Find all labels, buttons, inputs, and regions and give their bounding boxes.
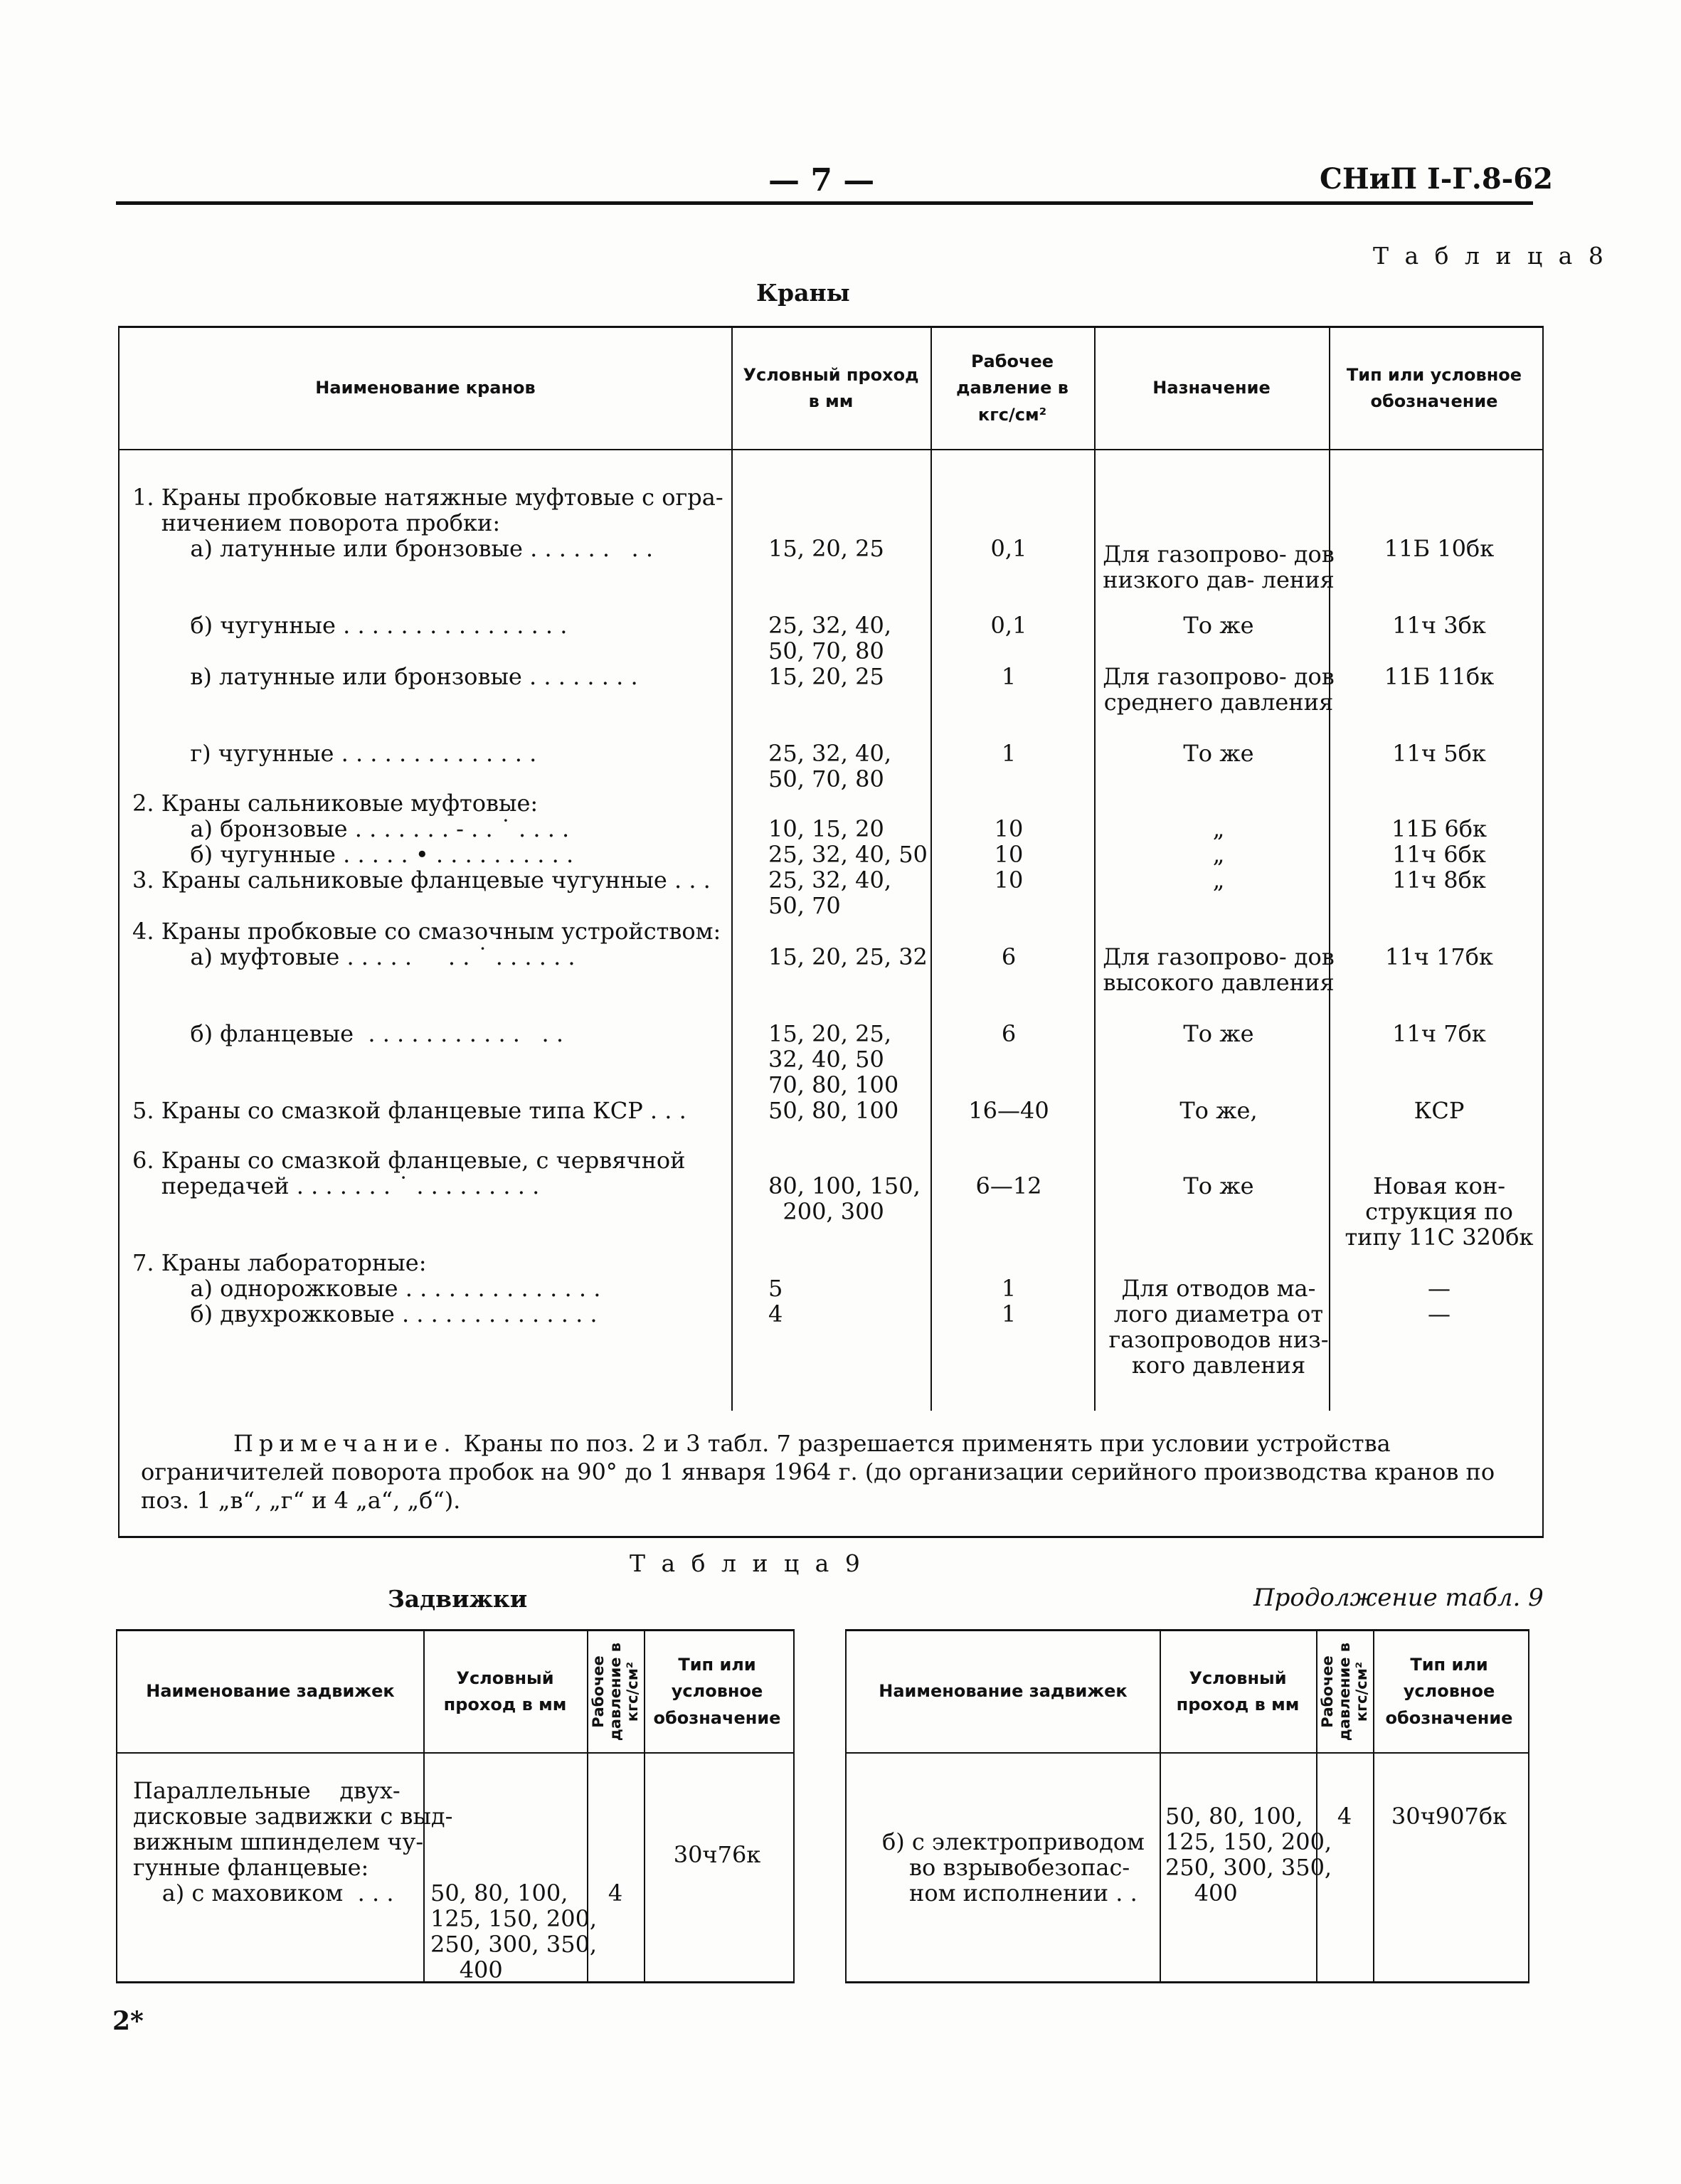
t8-row-name: б) фланцевые . . . . . . . . . . . . . <box>132 1020 563 1047</box>
t8-row-name: 2. Краны сальниковые муфтовые: <box>132 790 539 817</box>
t8-row-name: а) латунные или бронзовые . . . . . . . . <box>132 535 654 562</box>
t8-row-type: — <box>1428 1275 1451 1302</box>
t9l-name-line: вижным шпинделем чу- <box>133 1828 424 1855</box>
t8-row-purpose: То же <box>1183 740 1254 767</box>
t8-header-dn: Условный проход в мм <box>743 364 919 411</box>
t8-row-name: а) однорожковые . . . . . . . . . . . . . . <box>132 1275 601 1302</box>
t8-col-divider <box>731 450 733 1411</box>
t8-header-type: Тип или условное обозначение <box>1346 364 1522 411</box>
t9r-dn: 50, 80, 100, 125, 150, 200, 250, 300, 350, 400 <box>1165 1803 1332 1907</box>
t8-row-purpose: Для газопрово- дов среднего давления <box>1103 663 1335 716</box>
document-code: СНиП I-Г.8-62 <box>1320 162 1553 196</box>
t8-row-name: а) бронзовые . . . . . . . - . . ˙ . . . . <box>132 815 570 842</box>
t8-row-type: 11ч 17бк <box>1384 943 1494 970</box>
t8-col-divider <box>1094 450 1096 1411</box>
t8-row-purpose: То же <box>1183 1020 1254 1047</box>
t8-row-type: 11Б 10бк <box>1384 535 1495 562</box>
t8-row-pressure: 1 <box>1001 740 1017 767</box>
t9l-col-divider <box>644 1754 645 1981</box>
t8-row-type: 11Б 11бк <box>1384 663 1495 690</box>
t9l-head-divider <box>644 1631 645 1752</box>
t8-row-dn: 15, 20, 25, 32, 40, 50 70, 80, 100 <box>768 1020 899 1098</box>
t8-row-name: б) чугунные . . . . . • . . . . . . . . . . <box>132 841 574 868</box>
t8-row-pressure: 6 <box>1001 1020 1017 1047</box>
t9l-header-type: Тип или условное обозначение <box>653 1655 781 1728</box>
t8-row-type: 11ч 5бк <box>1392 740 1486 767</box>
t9l-name-line: Параллельные двух- <box>133 1777 401 1804</box>
t8-row-dn: 80, 100, 150, 200, 300 <box>768 1172 921 1225</box>
t8-row-pressure: 1 <box>1001 1300 1017 1327</box>
t8-row-name: передачей . . . . . . . ˙ . . . . . . . . . <box>132 1172 540 1199</box>
t9r-name-line: ном исполнении . . <box>909 1880 1138 1907</box>
t8-row-purpose: „ <box>1212 866 1225 894</box>
t8-row-pressure: 0,1 <box>990 612 1027 639</box>
t8-row-dn: 15, 20, 25 <box>768 535 884 562</box>
t9l-name-line: а) с маховиком . . . <box>133 1880 394 1907</box>
t9l-name-line: гунные фланцевые: <box>133 1854 369 1881</box>
t8-row-type: 11Б 6бк <box>1391 815 1488 842</box>
t8-row-dn: 4 <box>768 1300 783 1327</box>
table9-right <box>845 1629 1529 1983</box>
t8-row-type: 11ч 3бк <box>1392 612 1486 639</box>
t8-header-pressure: Рабочее давление в кгс/см² <box>956 351 1068 425</box>
t8-row-name: в) латунные или бронзовые . . . . . . . . <box>132 663 638 690</box>
t8-row-name: 7. Краны лабораторные: <box>132 1249 427 1276</box>
t8-row-name: а) муфтовые . . . . . . . ˙ . . . . . . <box>132 943 576 970</box>
t9r-pressure: 4 <box>1337 1803 1352 1830</box>
t8-row-dn: 25, 32, 40, 50 <box>768 841 928 868</box>
t8-row-purpose: Для отводов ма- лого диаметра от газопроводов низ- кого давления <box>1108 1275 1329 1379</box>
t8-row-purpose: „ <box>1212 841 1225 868</box>
t8-row-purpose: Для газопрово- дов высокого давления <box>1103 943 1335 996</box>
t8-row-pressure: 10 <box>994 815 1024 842</box>
t8-row-pressure: 6—12 <box>975 1172 1042 1199</box>
table9-right-body <box>847 1754 1528 1981</box>
t8-row-dn: 10, 15, 20 <box>768 815 884 842</box>
t8-row-name: б) двухрожковые . . . . . . . . . . . . . . <box>132 1300 598 1327</box>
t8-row-name: б) чугунные . . . . . . . . . . . . . . . . <box>132 612 568 639</box>
t8-row-dn: 50, 80, 100 <box>768 1097 899 1124</box>
t8-header-purpose: Назначение <box>1152 378 1271 398</box>
t8-row-pressure: 16—40 <box>968 1097 1049 1124</box>
t8-row-type: 11ч 6бк <box>1392 841 1486 868</box>
t8-head-divider <box>1329 328 1330 449</box>
t8-row-pressure: 6 <box>1001 943 1017 970</box>
t9l-type: 30ч76к <box>673 1841 761 1868</box>
t9r-header-name: Наименование задвижек <box>879 1681 1128 1702</box>
t9l-dn: 50, 80, 100, 125, 150, 200, 250, 300, 350, 400 <box>430 1880 598 1983</box>
t8-row-purpose: То же <box>1183 1172 1254 1199</box>
t8-row-name: ничением поворота пробки: <box>132 509 501 536</box>
t8-row-dn: 25, 32, 40, 50, 70, 80 <box>768 612 892 664</box>
t8-row-purpose: То же <box>1183 612 1254 639</box>
table8-note <box>120 1411 1542 1536</box>
t9r-header-pressure <box>1316 1631 1373 1752</box>
table8-title: Краны <box>756 279 850 307</box>
t9r-header-dn: Условный проход в мм <box>1176 1668 1300 1714</box>
t8-row-name: 4. Краны пробковые со смазочным устройством: <box>132 918 721 945</box>
t9r-col-divider <box>1373 1754 1374 1981</box>
t8-row-type: КСР <box>1414 1097 1465 1124</box>
t8-row-dn: 15, 20, 25 <box>768 663 884 690</box>
table9-continuation-caption: Продолжение табл. 9 <box>1253 1584 1544 1612</box>
t8-row-name: 1. Краны пробковые натяжные муфтовые с огра- <box>132 484 723 511</box>
t8-head-divider <box>1094 328 1096 449</box>
table9-left-body <box>117 1754 793 1981</box>
header-rule <box>116 201 1533 205</box>
t9l-name-line: дисковые задвижки с выд- <box>133 1803 453 1830</box>
t9r-head-divider <box>1160 1631 1161 1752</box>
t8-header-name: Наименование кранов <box>315 378 536 398</box>
t9l-head-divider <box>587 1631 588 1752</box>
note-label: Примечание. <box>233 1430 457 1457</box>
t9r-head-divider <box>1373 1631 1374 1752</box>
t8-row-purpose: „ <box>1212 815 1225 842</box>
table9-left <box>116 1629 795 1983</box>
table9-title: Задвижки <box>388 1585 528 1613</box>
t8-head-divider <box>930 328 932 449</box>
t8-row-name: г) чугунные . . . . . . . . . . . . . . <box>132 740 537 767</box>
t8-row-dn: 25, 32, 40, 50, 70 <box>768 866 892 919</box>
t9l-pressure: 4 <box>608 1880 623 1907</box>
t9r-name-line: во взрывобезопас- <box>909 1854 1130 1881</box>
t8-row-dn: 5 <box>768 1275 783 1302</box>
t8-row-name: 6. Краны со смазкой фланцевые, с червячной <box>132 1147 686 1174</box>
t8-row-type: Новая кон- струкция по типу 11С 320бк <box>1345 1172 1534 1251</box>
t8-row-type: 11ч 7бк <box>1392 1020 1486 1047</box>
t8-head-divider <box>731 328 733 449</box>
t9l-header-pressure <box>587 1631 644 1752</box>
t9l-header-name: Наименование задвижек <box>146 1681 395 1702</box>
t9l-col-divider <box>423 1754 425 1981</box>
table8 <box>118 326 1544 1538</box>
t8-row-name: 5. Краны со смазкой фланцевые типа КСР . . . <box>132 1097 686 1124</box>
t9r-header-type: Тип или условное обозначение <box>1385 1655 1513 1728</box>
table9-left-header <box>117 1631 793 1754</box>
t8-row-dn: 25, 32, 40, 50, 70, 80 <box>768 740 892 793</box>
t8-row-pressure: 1 <box>1001 663 1017 690</box>
t9r-header-pressure-text: Рабочее давление в кгс/см² <box>1319 1642 1370 1742</box>
t8-row-name: 3. Краны сальниковые фланцевые чугунные . . . <box>132 866 711 894</box>
t8-row-dn: 15, 20, 25, 32 <box>768 943 928 970</box>
table9-right-header <box>847 1631 1528 1754</box>
t8-row-pressure: 10 <box>994 841 1024 868</box>
t9l-head-divider <box>423 1631 425 1752</box>
t8-col-divider <box>930 450 932 1411</box>
t8-row-pressure: 1 <box>1001 1275 1017 1302</box>
note-text: Краны по поз. 2 и 3 табл. 7 разрешается применять при условии устройства ограничителей поворота пробок на 90° до 1 января 1964 г. (до организации серийного производства кранов по поз. 1 „в“, „г“ и 4 „а“, „б“). <box>141 1430 1495 1514</box>
table8-body <box>120 450 1542 1411</box>
table9-caption: Т а б л и ц а 9 <box>630 1549 864 1577</box>
t9r-head-divider <box>1316 1631 1317 1752</box>
t8-row-purpose: Для газопрово- дов низкого дав- ления <box>1103 541 1335 593</box>
t9r-col-divider <box>1160 1754 1161 1981</box>
t9r-name-line: б) с электроприводом <box>882 1828 1145 1855</box>
t9l-header-pressure-text: Рабочее давление в кгс/см² <box>590 1642 641 1742</box>
t9l-header-dn: Условный проход в мм <box>443 1668 567 1714</box>
t8-row-pressure: 0,1 <box>990 535 1027 562</box>
t9r-type: 30ч907бк <box>1391 1803 1507 1830</box>
t8-row-pressure: 10 <box>994 866 1024 894</box>
t8-row-type: — <box>1428 1300 1451 1327</box>
t8-col-divider <box>1329 450 1330 1411</box>
t8-row-type: 11ч 8бк <box>1392 866 1486 894</box>
table8-caption: Т а б л и ц а 8 <box>1373 242 1608 270</box>
t8-row-purpose: То же, <box>1179 1097 1258 1124</box>
page-number: — 7 — <box>768 162 875 198</box>
table8-header <box>120 328 1542 450</box>
signature-mark: 2* <box>112 2006 144 2036</box>
